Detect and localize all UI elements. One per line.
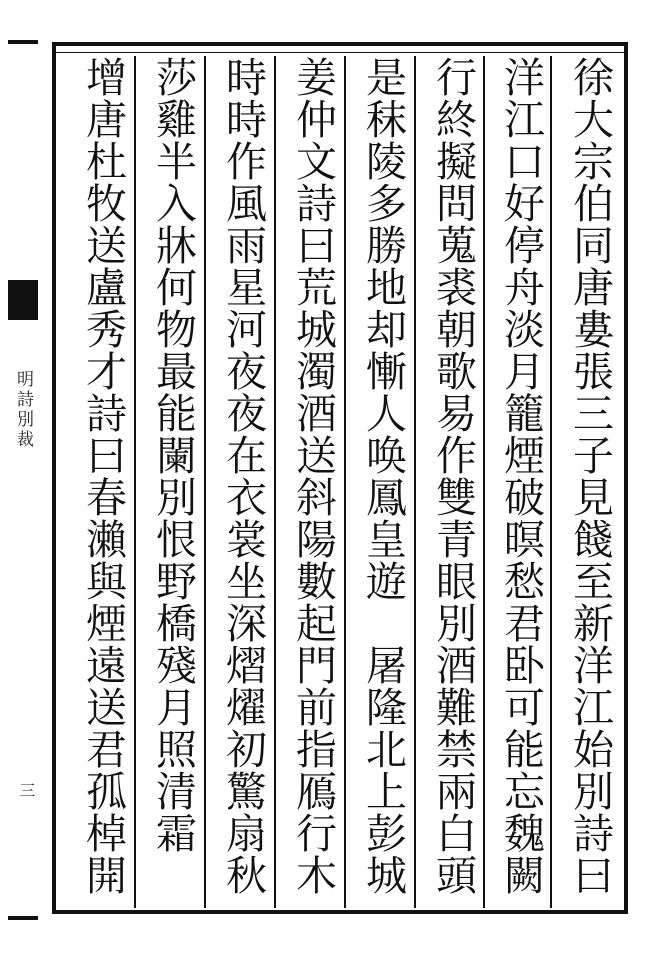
column-divider bbox=[344, 56, 346, 908]
margin-page-number: 三 bbox=[17, 782, 36, 798]
margin-title: 明詩別裁 bbox=[13, 370, 33, 450]
text-column-1: 徐大宗伯同唐婁張三子見餞至新洋江始別詩曰 bbox=[566, 56, 614, 896]
text-column-8: 增唐杜牧送盧秀才詩曰春瀨與煙遠送君孤棹開 bbox=[79, 56, 127, 896]
column-divider bbox=[134, 56, 136, 908]
text-column-7: 莎雞半入牀何物最能闌別恨野橋殘月照清霜 bbox=[149, 56, 197, 854]
fishtail-mark bbox=[8, 280, 38, 320]
margin-rule-bottom bbox=[8, 916, 38, 920]
column-divider bbox=[274, 56, 276, 908]
text-column-6: 時時作風雨星河夜夜在衣裳坐深熠燿初驚扇秋 bbox=[219, 56, 267, 896]
column-divider bbox=[414, 56, 416, 908]
margin-rule-top bbox=[8, 40, 38, 44]
column-divider bbox=[550, 56, 552, 908]
text-column-2: 洋江口好停舟淡月籠煙破暝愁君卧可能忘魏闕 bbox=[497, 56, 545, 896]
column-divider bbox=[483, 56, 485, 908]
margin-strip bbox=[0, 40, 52, 920]
column-divider bbox=[204, 56, 206, 908]
frame-inner-rule bbox=[52, 52, 628, 53]
text-column-4: 是秣陵多勝地却慚人唤鳳皇遊 屠隆北上彭城 bbox=[359, 56, 407, 896]
text-column-3: 行終擬問蒐裘朝歌易作雙青眼別酒難禁兩白頭 bbox=[429, 56, 477, 896]
text-column-5: 姜仲文詩曰荒城濁酒送斜陽數起門前指鴈行木 bbox=[289, 56, 337, 896]
